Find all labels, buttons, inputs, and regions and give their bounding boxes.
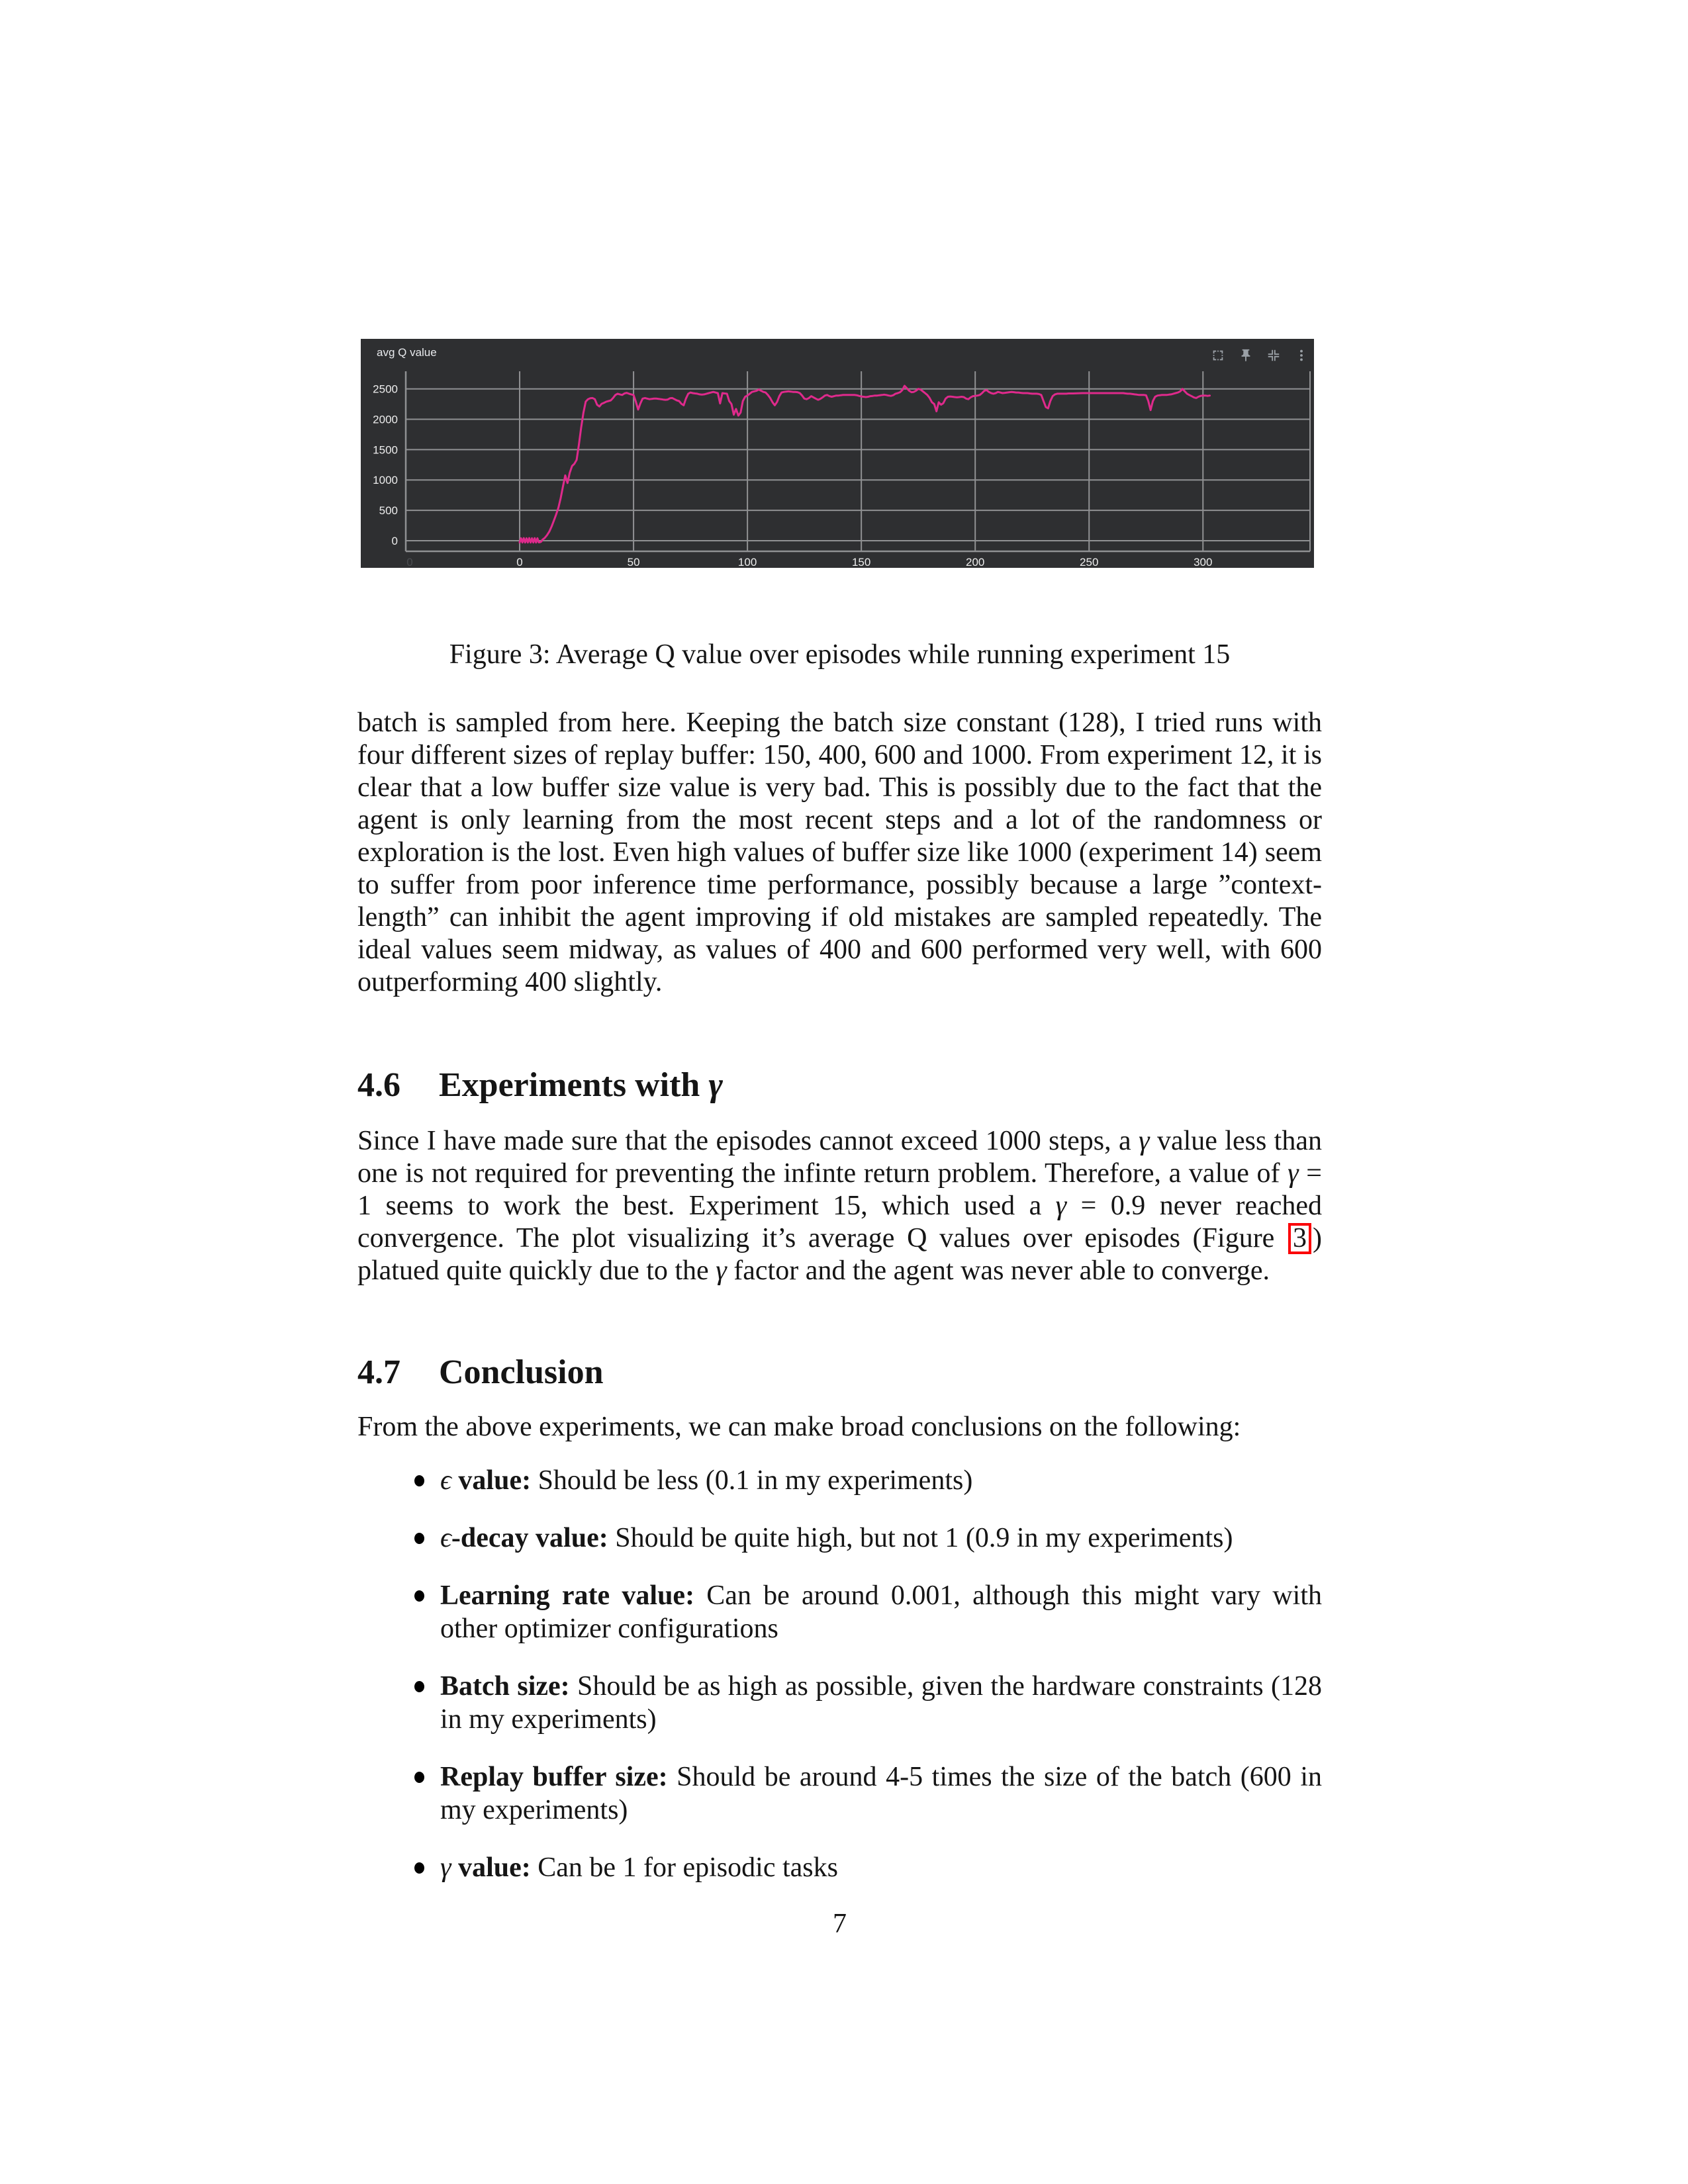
fit-data-icon[interactable] xyxy=(1266,348,1281,363)
fullscreen-icon[interactable] xyxy=(1211,348,1225,363)
bullet-label: Replay buffer size: xyxy=(440,1762,668,1792)
svg-text:2500: 2500 xyxy=(373,383,398,396)
bullet-text: Can be 1 for episodic tasks xyxy=(530,1852,838,1883)
conclusion-intro: From the above experiments, we can make broad conclusions on the following: xyxy=(357,1412,1241,1442)
paragraph-text: Since I have made sure that the episodes cannot exceed 1000 steps, a xyxy=(357,1126,1139,1156)
bullet-text: Should be quite high, but not 1 (0.9 in my experiments) xyxy=(608,1523,1233,1553)
svg-text:1000: 1000 xyxy=(373,474,398,487)
bullet-label: value: xyxy=(451,1852,531,1883)
chart-toolbar xyxy=(1211,348,1309,363)
section-heading-4-7 xyxy=(357,1353,1322,1392)
paragraph-text: = 1 seems to work the best. Experiment 15, which used a xyxy=(357,1158,1322,1221)
svg-text:0: 0 xyxy=(516,556,523,568)
svg-text:0: 0 xyxy=(406,556,413,568)
svg-text:2000: 2000 xyxy=(373,413,398,426)
gamma-symbol: γ xyxy=(1139,1126,1150,1156)
gamma-symbol: γ xyxy=(708,1066,723,1104)
chart-title: avg Q value xyxy=(377,346,437,359)
bullet-label: -decay value: xyxy=(451,1523,608,1553)
svg-text:150: 150 xyxy=(851,556,871,568)
paragraph-text: = 0.9 never reached convergence. The plot visualizing it’s average Q values over episodes (Figure xyxy=(357,1191,1322,1253)
pin-icon[interactable] xyxy=(1239,348,1253,363)
paragraph-text: value less than one is not required for preventing the infinte return problem. Therefore, a value of xyxy=(357,1126,1322,1189)
svg-text:0: 0 xyxy=(391,534,398,547)
bullet-text: Should be around 4-5 times the size of the batch (600 in my experiments) xyxy=(440,1762,1323,1825)
conclusion-list xyxy=(357,1464,1322,1884)
paragraph-gamma xyxy=(357,1125,1322,1287)
avg-q-value-line-chart[interactable] xyxy=(361,339,1314,568)
gamma-symbol: γ xyxy=(716,1255,727,1286)
svg-text:300: 300 xyxy=(1194,556,1213,568)
conclusion-list-wrap xyxy=(357,1464,1322,1909)
bullet-text: Can be around 0.001, although this might vary with other optimizer configurations xyxy=(440,1580,1322,1644)
list-item xyxy=(357,1851,1322,1884)
gamma-symbol: γ xyxy=(1288,1158,1299,1189)
figure-3-link[interactable]: 3 xyxy=(1288,1223,1311,1254)
bullet-icon xyxy=(414,1475,424,1486)
section-number: 4.6 xyxy=(357,1066,400,1104)
epsilon-symbol: ϵ xyxy=(440,1465,451,1496)
paragraph-text: ) platued quite quickly due to the xyxy=(357,1223,1322,1286)
bullet-text: Should be as high as possible, given the hardware constraints (128 in my experiments) xyxy=(440,1671,1322,1735)
tensorboard-chart-card xyxy=(361,339,1314,568)
svg-text:100: 100 xyxy=(737,556,757,568)
bullet-icon xyxy=(414,1681,424,1692)
svg-text:250: 250 xyxy=(1080,556,1099,568)
page-number: 7 xyxy=(833,1909,847,1939)
bullet-label: Learning rate value: xyxy=(440,1580,695,1611)
bullet-label: value: xyxy=(451,1465,532,1496)
epsilon-symbol: ϵ xyxy=(440,1523,451,1553)
gamma-symbol: γ xyxy=(440,1852,451,1883)
section-heading-4-6 xyxy=(357,1066,1322,1105)
list-item xyxy=(357,1522,1322,1555)
bullet-icon xyxy=(414,1533,424,1544)
bullet-icon xyxy=(414,1772,424,1783)
section-number: 4.7 xyxy=(357,1353,400,1391)
list-item xyxy=(357,1760,1322,1827)
svg-text:500: 500 xyxy=(379,504,398,518)
more-menu-icon[interactable] xyxy=(1294,348,1309,363)
bullet-label: Batch size: xyxy=(440,1671,570,1702)
svg-text:200: 200 xyxy=(966,556,985,568)
bullet-text: Should be less (0.1 in my experiments) xyxy=(531,1465,973,1496)
list-item xyxy=(357,1670,1322,1736)
section-title: Experiments with xyxy=(439,1066,700,1104)
figure-caption: Figure 3: Average Q value over episodes while running experiment 15 xyxy=(449,639,1231,670)
list-item xyxy=(357,1464,1322,1497)
paragraph-text: factor and the agent was never able to converge. xyxy=(726,1255,1270,1286)
paragraph-replay-buffer: batch is sampled from here. Keeping the batch size constant (128), I tried runs with four different sizes of replay buffer: 150, 400, 600 and 1000. From experiment 12, it is clear that a low buffer size value is very bad. This is possibly due to the fact that the agent is only learning from the most recent steps and a lot of the randomness or exploration is the lost. Even high values of buffer size like 1000 (experiment 14) seem to suffer from poor inference time performance, possibly because a large ”context-length” can inhibit the agent improving if old mistakes are sampled repeatedly. The ideal values seem midway, as values of 400 and 600 performed very well, with 600 outperforming 400 slightly. xyxy=(357,707,1322,997)
list-item xyxy=(357,1579,1322,1645)
bullet-icon xyxy=(414,1862,424,1874)
gamma-symbol: γ xyxy=(1055,1191,1067,1221)
svg-text:1500: 1500 xyxy=(373,443,398,457)
svg-text:50: 50 xyxy=(627,556,640,568)
bullet-icon xyxy=(414,1590,424,1602)
section-title: Conclusion xyxy=(439,1353,604,1391)
